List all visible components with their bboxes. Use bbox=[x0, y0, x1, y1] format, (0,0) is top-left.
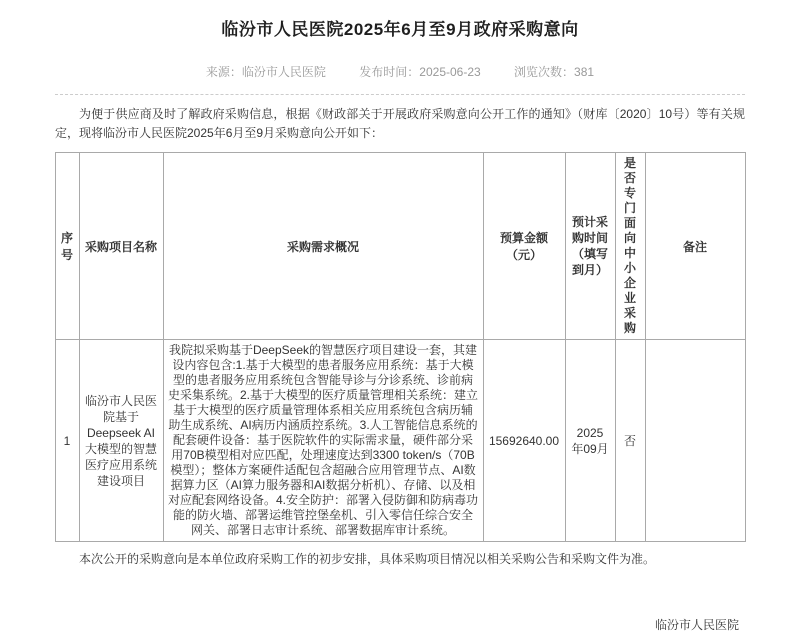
col-header-purchase-time: 预计采购时间（填写到月） bbox=[565, 153, 615, 340]
cell-remark bbox=[645, 340, 745, 542]
col-header-sme-targeted: 是否专门面向中小企业采购 bbox=[615, 153, 645, 340]
col-header-remark: 备注 bbox=[645, 153, 745, 340]
cell-purchase-time: 2025年09月 bbox=[565, 340, 615, 542]
article-meta bbox=[0, 63, 800, 80]
cell-sme-targeted: 否 bbox=[615, 340, 645, 542]
section-divider bbox=[55, 94, 745, 95]
cell-project-name: 临汾市人民医院基于Deepseek AI大模型的智慧医疗应用系统建设项目 bbox=[79, 340, 163, 542]
table-header-row bbox=[55, 153, 745, 340]
meta-source-label: 来源： bbox=[205, 65, 242, 79]
cell-requirement-summary: 我院拟采购基于DeepSeek的智慧医疗项目建设一套，其建设内容包含:1.基于大模型的患者服务应用系统：基于大模型的患者服务应用系统包含智能导诊与分诊系统、诊前病史采集系统。2.基于大模型的医疗质量管理相关系统：建立基于大模型的医疗质量管理体系相关应用系统包含病历辅助生成系统、AI病历内涵质控系统。3.人工智能信息系统的配套硬件设备：基于医院软件的实际需求量，硬件部分采用70B模型相对应匹配，处理速度达到3300 token/s（70B模型）；整体方案硬件适配包含超融合应用管理节点、AI数据算力区（AI算力服务器和AI数据分析机）、存储、以及相对应配套网络设备。4.安全防护：部署入侵防御和防病毒功能的防火墙、部署运维管控堡垒机、引入零信任综合安全网关、部署日志审计系统、部署数据库审计系统。 bbox=[163, 340, 483, 542]
meta-view-count bbox=[514, 65, 594, 79]
intro-paragraph: 为便于供应商及时了解政府采购信息，根据《财政部关于开展政府采购意向公开工作的通知》（财库〔2020〕10号）等有关规定，现将临汾市人民医院2025年6月至9月采购意向公开如下： bbox=[55, 107, 745, 140]
meta-publish-value: 2025-06-23 bbox=[419, 65, 481, 79]
page-title: 临汾市人民医院2025年6月至9月政府采购意向 bbox=[221, 20, 579, 39]
table-row bbox=[55, 340, 745, 542]
col-header-requirement-summary: 采购需求概况 bbox=[163, 153, 483, 340]
cell-seq: 1 bbox=[55, 340, 79, 542]
col-header-seq: 序号 bbox=[55, 153, 79, 340]
procurement-intent-table bbox=[55, 152, 746, 542]
meta-views-value: 381 bbox=[574, 65, 595, 79]
col-header-project-name: 采购项目名称 bbox=[79, 153, 163, 340]
cell-budget: 15692640.00 bbox=[483, 340, 565, 542]
closing-paragraph: 本次公开的采购意向是本单位政府采购工作的初步安排，具体采购项目情况以相关采购公告和采购文件为准。 bbox=[79, 552, 656, 566]
meta-publish-time bbox=[359, 65, 480, 79]
meta-source-value: 临汾市人民医院 bbox=[241, 65, 326, 79]
meta-publish-label: 发布时间： bbox=[359, 65, 420, 79]
signature: 临汾市人民医院 bbox=[654, 618, 739, 632]
meta-source bbox=[206, 65, 326, 79]
meta-views-label: 浏览次数： bbox=[514, 65, 575, 79]
col-header-budget: 预算金额（元） bbox=[483, 153, 565, 340]
